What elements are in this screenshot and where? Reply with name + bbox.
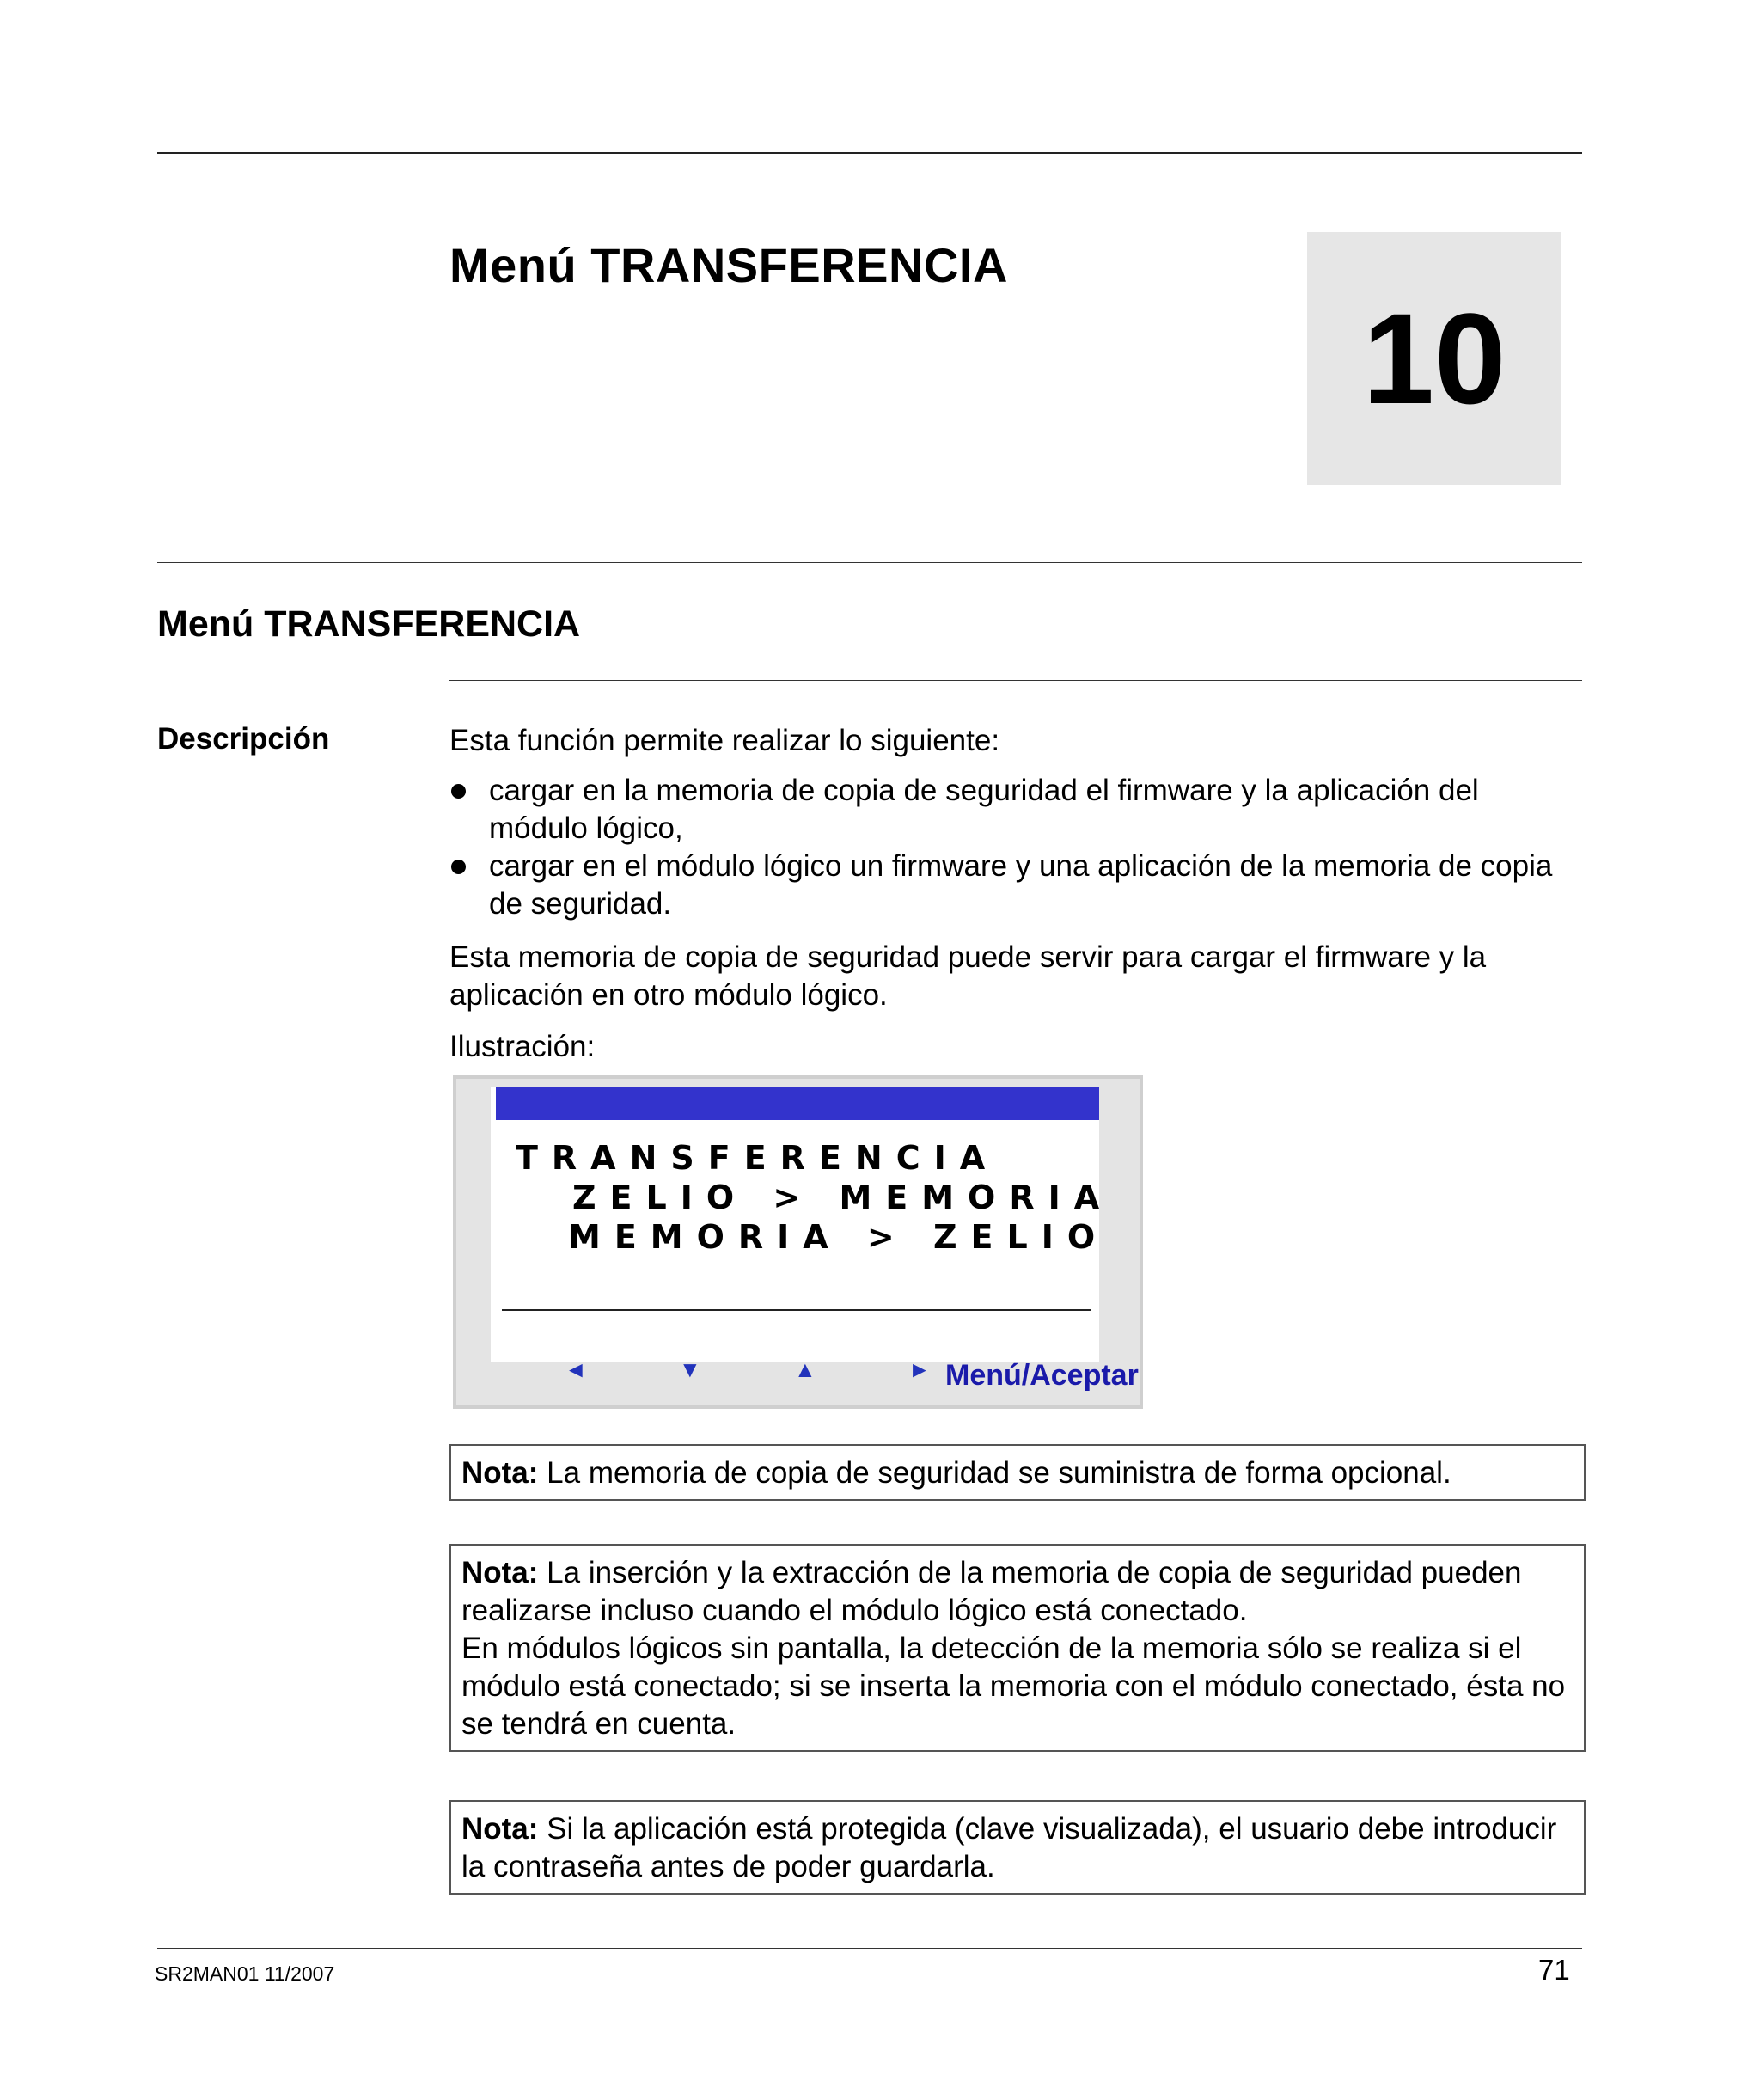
description-label: Descripción (157, 722, 330, 756)
note-label: Nota: (461, 1812, 539, 1846)
bullet-list (449, 772, 1584, 923)
bullet-text: cargar en el módulo lógico un firmware y una aplicación de la memoria de copia de seguridad. (489, 849, 1553, 921)
note-text: La inserción y la extracción de la memoria de copia de seguridad pueden realizarse incluso cuando el módulo lógico está conectado. (461, 1556, 1522, 1627)
lcd-divider (502, 1309, 1091, 1311)
subsection-rule (449, 680, 1582, 681)
note-label: Nota: (461, 1556, 539, 1589)
right-arrow-icon[interactable]: ► (908, 1356, 931, 1382)
section-rule (157, 562, 1582, 563)
lcd-screen (491, 1087, 1114, 1362)
document-reference: SR2MAN01 11/2007 (155, 1962, 335, 1985)
down-arrow-icon[interactable]: ▼ (679, 1356, 701, 1382)
lcd-header-bar (496, 1087, 1099, 1120)
top-rule (157, 152, 1582, 154)
left-arrow-icon[interactable]: ◄ (565, 1356, 587, 1382)
list-item (449, 772, 1584, 848)
illustration-label: Ilustración: (449, 1030, 596, 1063)
section-title: Menú TRANSFERENCIA (157, 603, 581, 645)
bullet-dot (451, 860, 466, 874)
intro-text: Esta función permite realizar lo siguiente: (449, 724, 1000, 757)
chapter-number: 10 (1362, 286, 1506, 431)
up-arrow-icon[interactable]: ▲ (794, 1356, 816, 1382)
lcd-illustration (453, 1075, 1143, 1409)
list-item (449, 848, 1584, 923)
bullet-dot (451, 784, 466, 799)
lcd-line-title: TRANSFERENCIA (516, 1139, 999, 1177)
note-text: En módulos lógicos sin pantalla, la detección de la memoria sólo se realiza si el módulo está conectado; si se inserta la memoria con el módulo conectado, ésta no se tendrá en cuenta. (461, 1632, 1566, 1741)
lcd-line-option-1: ZELIO > MEMORIA (572, 1179, 1114, 1216)
note-box (449, 1544, 1586, 1752)
body-paragraph: Esta memoria de copia de seguridad puede servir para cargar el firmware y la aplicación en otro módulo lógico. (449, 940, 1487, 1012)
menu-accept-button[interactable]: Menú/Aceptar (945, 1359, 1139, 1392)
lcd-line-option-2: MEMORIA > ZELIO (568, 1218, 1109, 1256)
bullet-text: cargar en la memoria de copia de seguridad el firmware y la aplicación del módulo lógico, (489, 774, 1479, 845)
note-box (449, 1444, 1586, 1501)
chapter-title: Menú TRANSFERENCIA (449, 238, 1008, 292)
note-text: Si la aplicación está protegida (clave visualizada), el usuario debe introducir la contraseña antes de poder guardarla. (461, 1812, 1557, 1883)
footer-rule (157, 1948, 1582, 1949)
note-box (449, 1800, 1586, 1895)
page-number: 71 (1538, 1954, 1570, 1986)
note-label: Nota: (461, 1456, 539, 1490)
chapter-number-box (1307, 232, 1561, 485)
note-text: La memoria de copia de seguridad se suministra de forma opcional. (547, 1456, 1451, 1490)
